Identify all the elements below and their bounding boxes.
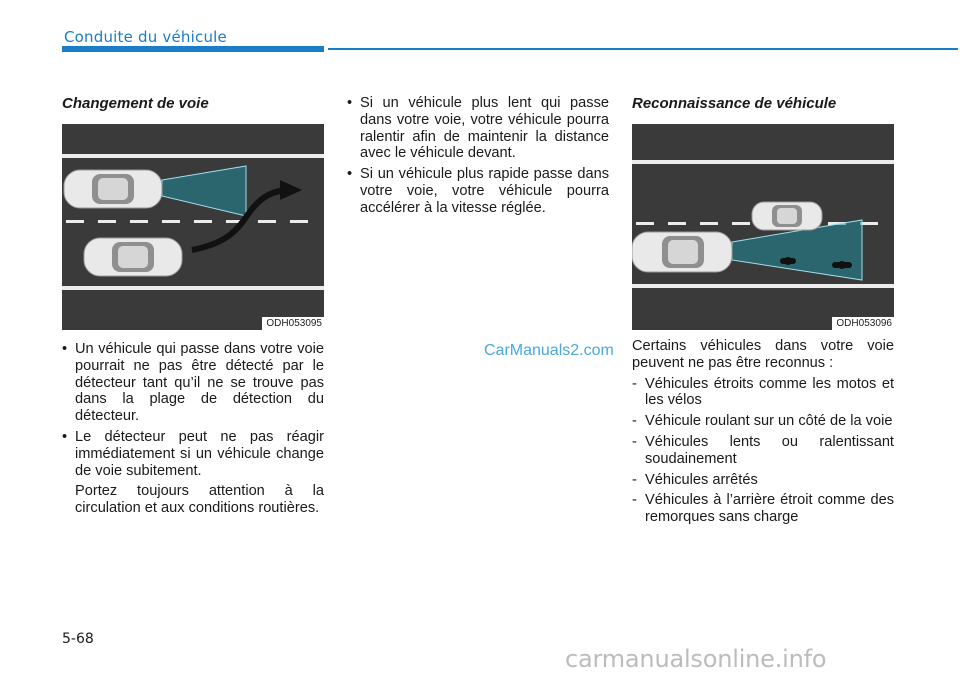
page-number: 5-68	[62, 631, 94, 647]
car-top	[64, 170, 162, 208]
figure-code: ODH053096	[832, 317, 894, 330]
car-own	[632, 232, 732, 272]
list-item: • Un véhicule qui passe dans votre voie pourrait ne pas être détecté par le détecteur tant qu’il ne se trouve pas dans la plage de détection du détecteur.	[62, 341, 324, 425]
middle-text	[347, 95, 609, 221]
section-title-vehicle-recognition: Reconnaissance de véhicule	[632, 95, 837, 112]
list-item: - Véhicules à l’arrière étroit comme des remorques sans charge	[632, 492, 894, 526]
figure-lane-change	[62, 124, 324, 330]
road-edge-bottom	[62, 286, 324, 290]
list-item: - Véhicules arrêtés	[632, 472, 894, 489]
list-item: - Véhicule roulant sur un côté de la voie	[632, 413, 894, 430]
list-item: • Si un véhicule plus lent qui passe dans votre voie, votre véhicule pourra ralentir afin de maintenir la distance avec le véhicule devant.	[347, 95, 609, 162]
list-item: - Véhicules étroits comme les motos et les vélos	[632, 376, 894, 410]
motorcycle-2	[832, 261, 852, 269]
right-text	[632, 338, 894, 530]
footer-site: carmanualsonline.info	[565, 645, 827, 673]
watermark: CarManuals2.com	[484, 342, 614, 359]
section-title-lane-change: Changement de voie	[62, 95, 209, 112]
figure-code: ODH053095	[262, 317, 324, 330]
road-edge-top	[62, 154, 324, 158]
header-rule-thick	[62, 46, 324, 52]
header-rule-thin	[328, 48, 958, 50]
list-item: • Le détecteur peut ne pas réagir immédiatement si un véhicule change de voie subitement.	[62, 429, 324, 479]
header-title: Conduite du véhicule	[64, 28, 227, 46]
note-text: Portez toujours attention à la circulation et aux conditions routières.	[75, 483, 324, 517]
left-text	[62, 341, 324, 521]
road-edge-bottom	[632, 284, 894, 288]
car-front	[752, 202, 822, 230]
motorcycle-1	[780, 257, 796, 265]
list-item: - Véhicules lents ou ralentissant soudainement	[632, 434, 894, 468]
car-bottom	[84, 238, 182, 276]
list-item: • Si un véhicule plus rapide passe dans votre voie, votre véhicule pourra accélérer à la vitesse réglée.	[347, 166, 609, 216]
road-edge-top	[632, 160, 894, 164]
figure-vehicle-recognition	[632, 124, 894, 330]
intro-text: Certains véhicules dans votre voie peuvent ne pas être reconnus :	[632, 338, 894, 371]
